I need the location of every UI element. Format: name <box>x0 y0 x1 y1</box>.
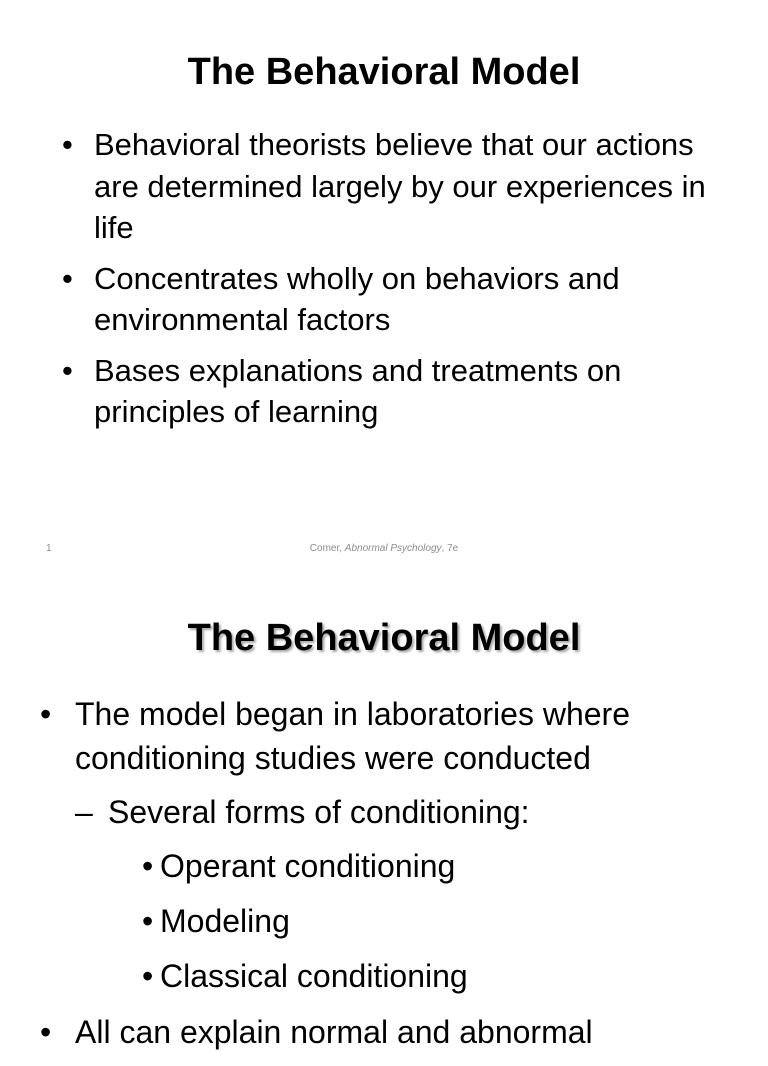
list-item <box>62 258 742 341</box>
sub-sub-bullet-text: Classical conditioning <box>160 958 468 994</box>
bullet-dot-icon: • <box>40 1014 52 1050</box>
bullet-dot-icon: • <box>62 127 73 162</box>
sub-bullet-text: Several forms of conditioning: <box>108 794 530 830</box>
bullet-text: The model began in laboratories where conditioning studies were conducted <box>75 696 630 776</box>
bullet-dot-icon: • <box>142 958 154 994</box>
bullet-dot-icon: • <box>62 352 73 388</box>
sub-sub-bullet-text: Operant conditioning <box>160 848 456 884</box>
sub-sub-bullet-text: Modeling <box>160 903 290 939</box>
footer-book-title: Abnormal Psychology <box>344 543 442 554</box>
sub-bullet-list <box>75 790 750 998</box>
bullet-dot-icon: • <box>142 848 154 884</box>
bullet-list <box>40 692 750 1066</box>
sub-sub-list-item <box>142 899 750 943</box>
sub-sub-list-item <box>142 954 750 998</box>
slide-title: The Behavioral Model <box>187 617 581 659</box>
bullet-list <box>62 124 742 442</box>
footer-author: Comer, <box>309 543 345 554</box>
dash-icon: – <box>75 794 93 830</box>
bullet-text: Bases explanations and treatments on principles of learning <box>94 352 622 429</box>
bullet-text: Behavioral theorists believe that our actions are determined largely by our experiences in life <box>94 127 706 245</box>
footer-edition: , 7e <box>441 543 459 554</box>
slide-title: The Behavioral Model <box>187 51 581 93</box>
sub-sub-list-item <box>142 844 750 888</box>
list-item <box>40 1010 750 1054</box>
slide-2 <box>0 576 768 1050</box>
sub-list-item <box>75 790 750 998</box>
list-item <box>40 692 750 998</box>
bullet-text: All can explain normal and abnormal <box>75 1014 593 1050</box>
bullet-dot-icon: • <box>40 696 52 732</box>
sub-sub-bullet-list <box>142 844 750 998</box>
footer-citation <box>0 543 768 555</box>
list-item <box>62 350 742 433</box>
slide-number: 1 <box>46 543 52 554</box>
list-item <box>62 124 742 249</box>
bullet-dot-icon: • <box>62 260 73 296</box>
bullet-text: Concentrates wholly on behaviors and environmental factors <box>94 260 620 337</box>
bullet-dot-icon: • <box>142 903 154 939</box>
